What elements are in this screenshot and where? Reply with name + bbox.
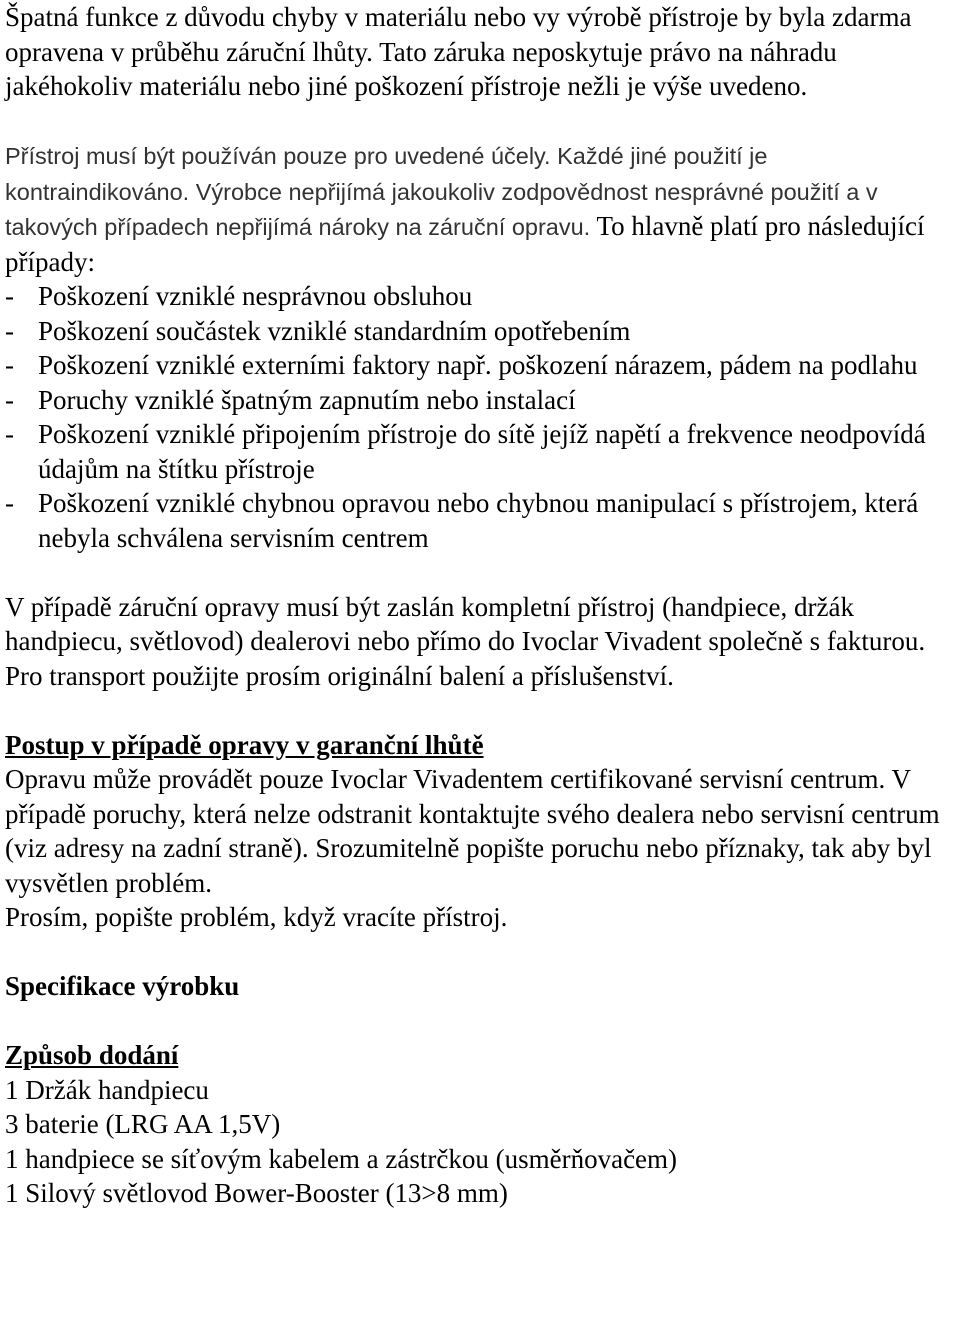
specification-heading: Specifikace výrobku bbox=[5, 971, 240, 1001]
spacer bbox=[5, 1004, 957, 1039]
list-dash: - bbox=[5, 488, 14, 518]
document-page bbox=[5, 0, 957, 1211]
usage-text: Přístroj musí být používán pouze pro uvedené účely. Každé jiné použití je kontraindikováno. Výrobce nepřijímá jakoukoliv zodpovědnost nesprávné použití a v takových případech nepřijímá nároky na záruční opravu. bbox=[5, 143, 878, 240]
usage-text-cont: To hlavně platí pro následující případy: bbox=[5, 211, 925, 277]
spacer bbox=[5, 555, 957, 590]
list-item bbox=[5, 417, 957, 486]
list-item-text: Poruchy vzniklé špatným zapnutím nebo instalací bbox=[38, 384, 576, 415]
list-item-text: Poškození součástek vzniklé standardním opotřebením bbox=[38, 315, 631, 346]
list-item-text: Poškození vzniklé externími faktory např. poškození nárazem, pádem na podlahu bbox=[38, 350, 918, 380]
list-dash: - bbox=[5, 281, 14, 311]
repair-procedure-heading: Postup v případě opravy v garanční lhůtě bbox=[5, 729, 484, 760]
list-item bbox=[5, 383, 957, 418]
spacer bbox=[5, 104, 957, 139]
list-item bbox=[5, 486, 957, 555]
warranty-repair-paragraph: V případě záruční opravy musí být zaslán kompletní přístroj (handpiece, držák handpiecu, světlovod) dealerovi nebo přímo do Ivoclar Vivadent společně s fakturou. Pro transport použijte prosím originální balení a příslušenství. bbox=[5, 591, 926, 691]
delivery-item: 1 handpiece se síťovým kabelem a zástrčkou (usměrňovačem) bbox=[5, 1143, 678, 1174]
list-item bbox=[5, 314, 957, 349]
list-item-text: Poškození vzniklé chybnou opravou nebo chybnou manipulací s přístrojem, která nebyla schválena servisním centrem bbox=[38, 488, 919, 553]
delivery-heading: Způsob dodání bbox=[5, 1040, 179, 1070]
list-item bbox=[5, 348, 957, 383]
list-dash: - bbox=[5, 419, 14, 449]
list-dash: - bbox=[5, 384, 14, 415]
cases-list bbox=[5, 279, 957, 555]
list-item-text: Poškození vzniklé nesprávnou obsluhou bbox=[38, 281, 473, 311]
intro-paragraph: Špatná funkce z důvodu chyby v materiálu nebo vy výrobě přístroje by byla zdarma opravena v průběhu záruční lhůty. Tato záruka neposkytuje právo na náhradu jakéhokoliv materiálu nebo jiné poškození přístroje nežli je výše uvedeno. bbox=[5, 2, 912, 101]
spacer bbox=[5, 693, 957, 728]
list-item bbox=[5, 279, 957, 314]
delivery-item: 3 baterie (LRG AA 1,5V) bbox=[5, 1109, 281, 1139]
repair-procedure-note: Prosím, popište problém, když vracíte přístroj. bbox=[5, 902, 508, 932]
delivery-item: 1 Silový světlovod Bower-Booster (13>8 mm) bbox=[5, 1178, 508, 1208]
usage-paragraph bbox=[5, 138, 957, 279]
list-item-text: Poškození vzniklé připojením přístroje do sítě jejíž napětí a frekvence neodpovídá údajům na štítku přístroje bbox=[38, 419, 926, 484]
list-dash: - bbox=[5, 315, 14, 346]
delivery-item: 1 Držák handpiecu bbox=[5, 1074, 209, 1105]
list-dash: - bbox=[5, 350, 14, 380]
repair-procedure-text: Opravu může provádět pouze Ivoclar Vivadentem certifikované servisní centrum. V případě poruchy, která nelze odstranit kontaktujte svého dealera nebo servisní centrum (viz adresy na zadní straně). Srozumitelně popište poruchu nebo příznaky, tak aby byl vysvětlen problém. bbox=[5, 764, 940, 898]
spacer bbox=[5, 935, 957, 970]
